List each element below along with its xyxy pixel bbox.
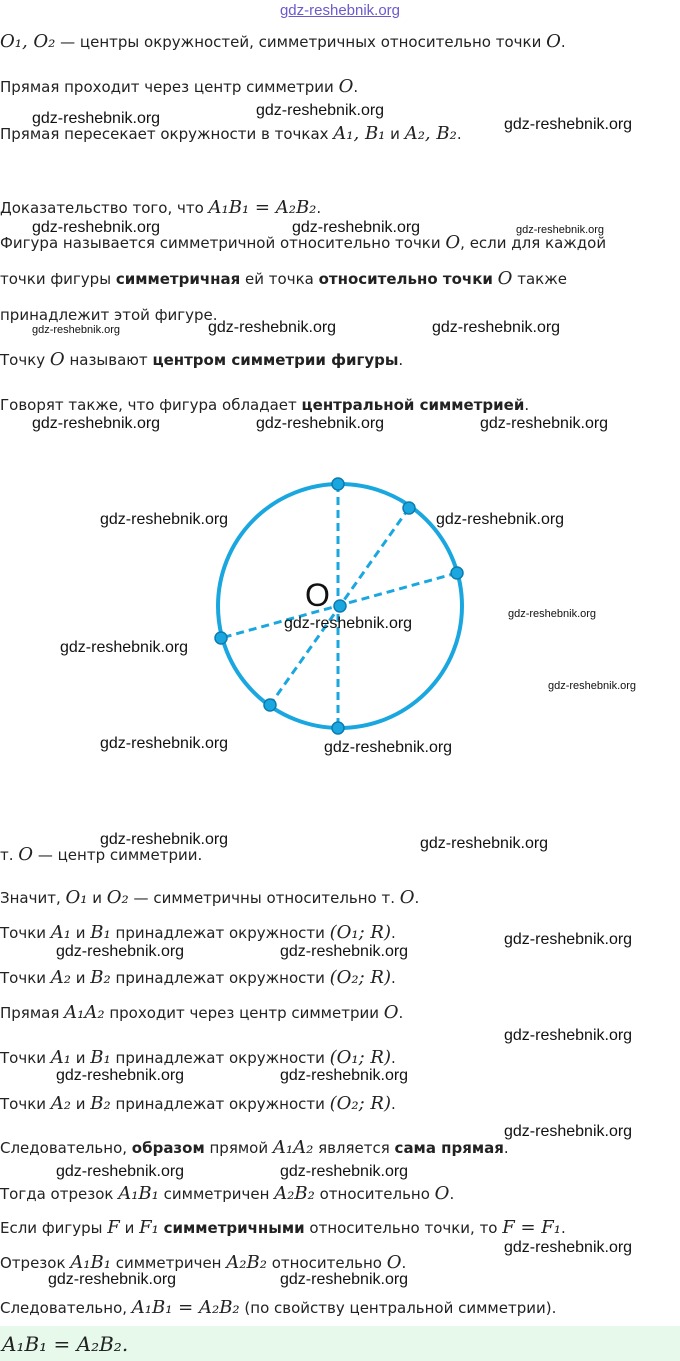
watermark: gdz-reshebnik.org (508, 608, 597, 620)
solution-line-7 (0, 1094, 396, 1114)
math: A₂B₂ (226, 1252, 267, 1273)
point-center (334, 600, 346, 612)
text: . (503, 1139, 509, 1157)
solution-line-9 (0, 1184, 454, 1204)
text: Прямая пересекает окружности в точках (0, 125, 334, 143)
text: . (401, 1254, 407, 1272)
text: Прямая (0, 1004, 65, 1022)
math: A₁B₁ = A₂B₂ (208, 197, 317, 218)
math: B₁ (90, 922, 111, 943)
theory-line-5 (0, 395, 529, 415)
text: . (391, 1095, 396, 1113)
text: прямой (204, 1139, 273, 1157)
watermark: gdz-reshebnik.org (32, 324, 121, 336)
watermark: gdz-reshebnik.org (100, 831, 229, 848)
watermark: gdz-reshebnik.org (208, 319, 337, 336)
text: относительно (266, 1254, 387, 1272)
text: Точку (0, 351, 50, 369)
prove-line (0, 198, 321, 218)
point-bottom (332, 722, 344, 734)
bold-text: симметричными (163, 1219, 305, 1237)
text: — центр симметрии. (33, 846, 203, 864)
watermark: gdz-reshebnik.org (292, 219, 421, 236)
text: Значит, (0, 889, 66, 907)
text: . (398, 1004, 404, 1022)
watermark: gdz-reshebnik.org (56, 1067, 185, 1084)
text: Следовательно, (0, 1299, 132, 1317)
watermark: gdz-reshebnik.org (504, 116, 633, 133)
math: A₁ (50, 1047, 71, 1068)
math: O (497, 268, 513, 289)
math: A₂ (50, 967, 71, 988)
theory-line-3 (0, 305, 218, 325)
text: Следовательно, (0, 1139, 132, 1157)
theory-line-4 (0, 350, 403, 370)
text: принадлежат окружности (110, 924, 330, 942)
solution-line-12 (0, 1298, 556, 1318)
given-line-2 (0, 77, 358, 97)
watermark: gdz-reshebnik.org (100, 511, 229, 528)
text: симметричен (110, 1254, 227, 1272)
math: O (18, 844, 34, 865)
text: является (313, 1139, 395, 1157)
math: O₂ (106, 887, 129, 908)
text: Точки (0, 924, 51, 942)
given-line-1 (0, 32, 566, 52)
watermark: gdz-reshebnik.org (32, 219, 161, 236)
center-label: O (305, 577, 330, 613)
math: O (386, 1252, 402, 1273)
text: точки фигуры (0, 270, 116, 288)
text: и (87, 889, 107, 907)
math: O₁ (65, 887, 88, 908)
point-right (451, 567, 463, 579)
text: и (71, 1095, 91, 1113)
text: относительно (314, 1185, 435, 1203)
watermark: gdz-reshebnik.org (48, 1271, 177, 1288)
math: F (107, 1217, 120, 1238)
text: Точки (0, 1049, 51, 1067)
text: и (119, 1219, 140, 1237)
text: . (560, 33, 566, 51)
text: (по свойству центральной симметрии). (239, 1299, 557, 1317)
text: . (391, 969, 396, 987)
text: — симметричны относительно т. (128, 889, 400, 907)
watermark: gdz-reshebnik.org (480, 415, 609, 432)
math: (O₂; R) (329, 1093, 391, 1114)
text: Отрезок (0, 1254, 71, 1272)
text: проходит через центр симметрии (104, 1004, 384, 1022)
text: Тогда отрезок (0, 1185, 119, 1203)
math: F = F₁ (502, 1217, 561, 1238)
text: симметричен (158, 1185, 275, 1203)
watermark: gdz-reshebnik.org (436, 511, 565, 528)
watermark: gdz-reshebnik.org (324, 739, 453, 756)
watermark: gdz-reshebnik.org (420, 835, 549, 852)
watermark: gdz-reshebnik.org (32, 415, 161, 432)
watermark: gdz-reshebnik.org (280, 1163, 409, 1180)
watermark: gdz-reshebnik.org (60, 639, 189, 656)
text: т. (0, 846, 19, 864)
bold-text: сама прямая (394, 1139, 504, 1157)
site-link[interactable]: gdz-reshebnik.org (279, 2, 401, 19)
watermark: gdz-reshebnik.org (256, 415, 385, 432)
text: и (71, 1049, 91, 1067)
math: O (383, 1002, 399, 1023)
watermark: gdz-reshebnik.org (56, 1163, 185, 1180)
text: Говорят также, что фигура обладает (0, 396, 302, 414)
math: A₁, B₁ (333, 123, 386, 144)
text: принадлежат окружности (110, 969, 330, 987)
text: . (456, 125, 462, 143)
solution-line-3 (0, 923, 396, 943)
text: . (398, 351, 404, 369)
watermark: gdz-reshebnik.org (504, 1123, 633, 1140)
watermark: gdz-reshebnik.org (504, 1239, 633, 1256)
text: . (414, 889, 420, 907)
math: O (445, 232, 461, 253)
math: O (546, 31, 561, 52)
text: . (524, 396, 530, 414)
text: Точки (0, 969, 51, 987)
watermark: gdz-reshebnik.org (516, 224, 605, 236)
math: (O₁; R) (329, 1047, 391, 1068)
math: A₂B₂ (274, 1183, 315, 1204)
bold-text: симметричная (115, 270, 241, 288)
math: B₁ (90, 1047, 111, 1068)
point-lower-left (264, 699, 276, 711)
watermark: gdz-reshebnik.org (280, 943, 409, 960)
bold-text: образом (131, 1139, 205, 1157)
text: Точки (0, 1095, 51, 1113)
math: A₂, B₂ (404, 123, 457, 144)
text: . (561, 1219, 566, 1237)
bold-text: центром симметрии фигуры (152, 351, 399, 369)
solution-line-8 (0, 1138, 509, 1158)
math: A₁A₂ (64, 1002, 105, 1023)
text: ей точка (240, 270, 319, 288)
text: Доказательство того, что (0, 199, 209, 217)
point-left (215, 632, 227, 644)
watermark: gdz-reshebnik.org (280, 1271, 409, 1288)
answer-formula: A₁B₁ = A₂B₂. (2, 1332, 129, 1356)
math: O₁, O₂ (0, 31, 56, 52)
math: A₁B₁ (118, 1183, 159, 1204)
text: принадлежат окружности (110, 1095, 330, 1113)
text: Прямая проходит через центр симметрии (0, 78, 339, 96)
solution-line-11 (0, 1253, 406, 1273)
math: A₁A₂ (272, 1137, 314, 1158)
text: и (71, 924, 91, 942)
text: называют (64, 351, 153, 369)
math: F₁ (139, 1217, 159, 1238)
text: относительно точки, то (304, 1219, 503, 1237)
watermark: gdz-reshebnik.org (56, 943, 185, 960)
text: . (449, 1185, 455, 1203)
watermark: gdz-reshebnik.org (284, 615, 413, 632)
math: A₁ (50, 922, 71, 943)
text: , если для каждой (460, 234, 607, 252)
text: Если фигуры (0, 1219, 108, 1237)
math: (O₂; R) (329, 967, 391, 988)
text: . (391, 924, 396, 942)
math: (O₁; R) (329, 922, 391, 943)
text: — центры окружностей, симметричных относительно точки (55, 33, 547, 51)
solution-line-5 (0, 1003, 403, 1023)
watermark: gdz-reshebnik.org (256, 102, 385, 119)
watermark: gdz-reshebnik.org (504, 931, 633, 948)
watermark: gdz-reshebnik.org (432, 319, 561, 336)
math: O (434, 1183, 450, 1204)
math: A₁B₁ = A₂B₂ (131, 1297, 240, 1318)
watermark: gdz-reshebnik.org (100, 735, 229, 752)
math: A₂ (50, 1093, 71, 1114)
watermark: gdz-reshebnik.org (280, 1067, 409, 1084)
text: принадлежат окружности (110, 1049, 330, 1067)
text: . (391, 1049, 396, 1067)
math: B₂ (90, 967, 111, 988)
math: A₁B₁ (70, 1252, 111, 1273)
watermark: gdz-reshebnik.org (548, 680, 637, 692)
text: и (71, 969, 91, 987)
watermark: gdz-reshebnik.org (504, 1027, 633, 1044)
math: O (338, 76, 354, 97)
math: O (399, 887, 415, 908)
bold-text: центральной симметрией (301, 396, 525, 414)
solution-line-4 (0, 968, 396, 988)
solution-line-2 (0, 888, 419, 908)
text: и (385, 125, 405, 143)
point-upper-right (403, 502, 415, 514)
text: . (353, 78, 359, 96)
solution-line-10 (0, 1218, 566, 1238)
math: O (49, 349, 65, 370)
answer-box (0, 1326, 680, 1361)
theory-line-2 (0, 269, 567, 289)
symmetry-figure (0, 430, 680, 750)
text: также (512, 270, 567, 288)
math: B₂ (90, 1093, 111, 1114)
text: Фигура называется симметричной относительно точки (0, 234, 446, 252)
solution-line-6 (0, 1048, 396, 1068)
watermark: gdz-reshebnik.org (32, 110, 161, 127)
text: . (316, 199, 322, 217)
bold-text: относительно точки (318, 270, 493, 288)
point-top (332, 478, 344, 490)
text: принадлежит этой фигуре. (0, 306, 218, 324)
